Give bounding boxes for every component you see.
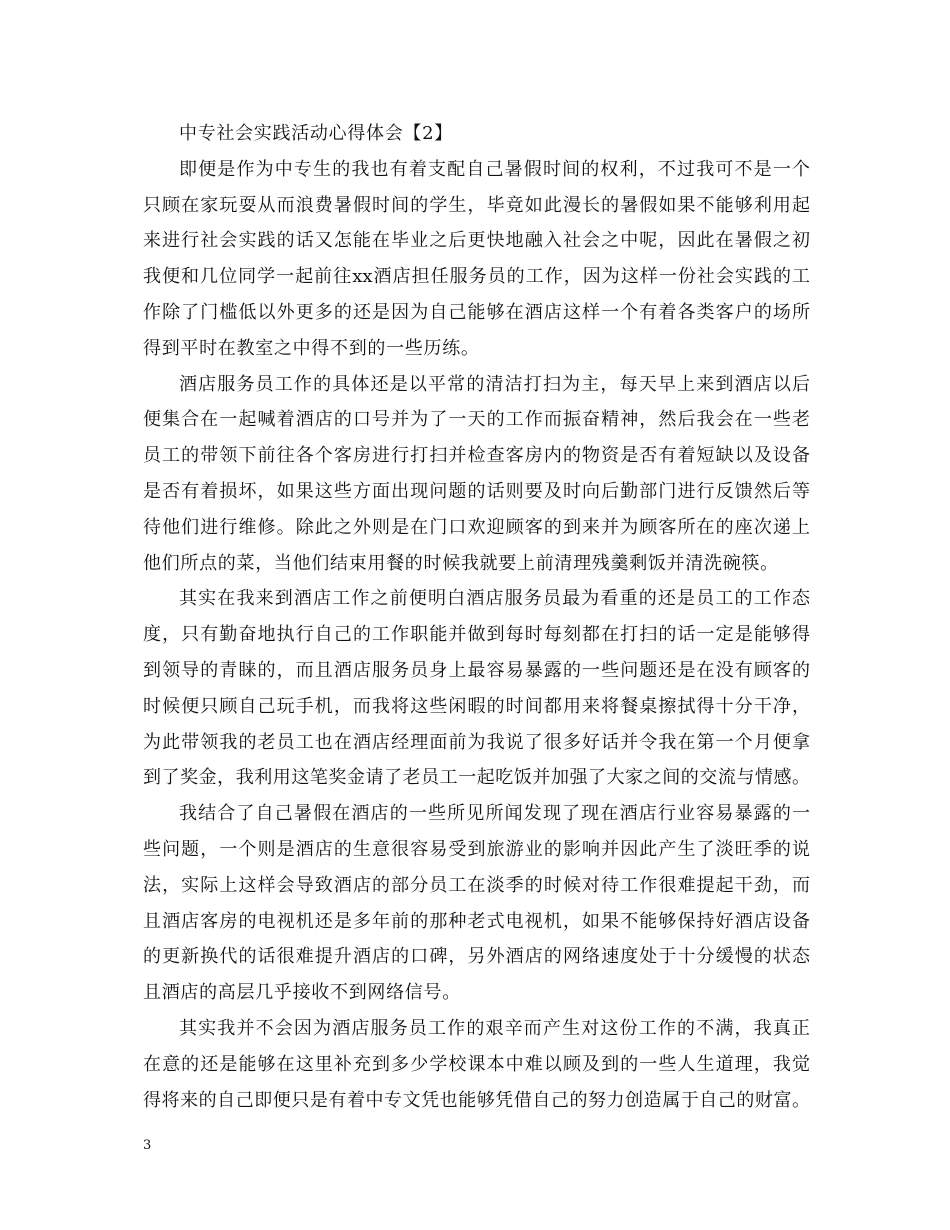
paragraph-line: 来进行社会实践的话又怎能在毕业之后更快地融入社会之中呢，因此在暑假之初 xyxy=(143,230,810,252)
paragraph-line: 待他们进行维修。除此之外则是在门口欢迎顾客的到来并为顾客所在的座次递上 xyxy=(143,516,810,538)
document-body xyxy=(143,116,810,1118)
page-number: 3 xyxy=(143,1138,152,1153)
paragraph-line: 法，实际上这样会导致酒店的部分员工在淡季的时候对待工作很难提起干劲，而 xyxy=(143,874,810,896)
paragraph-line: 作除了门槛低以外更多的还是因为自己能够在酒店这样一个有着各类客户的场所 xyxy=(143,301,810,323)
paragraph-line: 我结合了自己暑假在酒店的一些所见所闻发现了现在酒店行业容易暴露的一 xyxy=(179,803,810,825)
paragraph-3 xyxy=(143,581,810,796)
paragraph-2 xyxy=(143,367,810,582)
paragraph-line: 酒店服务员工作的具体还是以平常的清洁打扫为主，每天早上来到酒店以后 xyxy=(179,373,810,395)
paragraph-line: 为此带领我的老员工也在酒店经理面前为我说了很多好话并令我在第一个月便拿 xyxy=(143,731,810,753)
paragraph-line: 时候便只顾自己玩手机，而我将这些闲暇的时间都用来将餐桌擦拭得十分干净， xyxy=(143,695,810,717)
paragraph-line: 在意的还是能够在这里补充到多少学校课本中难以顾及到的一些人生道理，我觉 xyxy=(143,1053,810,1075)
document-title: 中专社会实践活动心得体会【2】 xyxy=(179,123,453,144)
paragraph-line: 其实我并不会因为酒店服务员工作的艰辛而产生对这份工作的不满，我真正 xyxy=(179,1017,810,1039)
paragraph-line: 其实在我来到酒店工作之前便明白酒店服务员最为看重的还是员工的工作态 xyxy=(179,588,810,610)
paragraph-1 xyxy=(143,152,810,367)
paragraph-4 xyxy=(143,796,810,1011)
paragraph-line: 他们所点的菜，当他们结束用餐的时候我就要上前清理残羹剩饭并清洗碗筷。 xyxy=(143,552,779,574)
paragraph-line: 是否有着损坏，如果这些方面出现问题的话则要及时向后勤部门进行反馈然后等 xyxy=(143,480,810,502)
paragraph-line: 到领导的青睐的，而且酒店服务员身上最容易暴露的一些问题还是在没有顾客的 xyxy=(143,659,810,681)
paragraph-line: 员工的带领下前往各个客房进行打扫并检查客房内的物资是否有着短缺以及设备 xyxy=(143,445,810,467)
paragraph-line: 且酒店客房的电视机还是多年前的那种老式电视机，如果不能够保持好酒店设备 xyxy=(143,910,810,932)
paragraph-line: 到了奖金，我利用这笔奖金请了老员工一起吃饭并加强了大家之间的交流与情感。 xyxy=(143,767,810,789)
paragraph-line: 些问题，一个则是酒店的生意很容易受到旅游业的影响并因此产生了淡旺季的说 xyxy=(143,838,810,860)
paragraph-line: 只顾在家玩耍从而浪费暑假时间的学生，毕竟如此漫长的暑假如果不能够利用起 xyxy=(143,194,810,216)
paragraph-line: 得将来的自己即便只是有着中专文凭也能够凭借自己的努力创造属于自己的财富。 xyxy=(143,1089,810,1111)
paragraph-line: 度，只有勤奋地执行自己的工作职能并做到每时每刻都在打扫的话一定是能够得 xyxy=(143,624,810,646)
paragraph-line: 我便和几位同学一起前往xx酒店担任服务员的工作，因为这样一份社会实践的工 xyxy=(143,266,810,288)
paragraph-line: 得到平时在教室之中得不到的一些历练。 xyxy=(143,337,480,359)
paragraph-line: 即便是作为中专生的我也有着支配自己暑假时间的权利，不过我可不是一个 xyxy=(179,158,810,180)
paragraph-line: 的更新换代的话很难提升酒店的口碑，另外酒店的网络速度处于十分缓慢的状态 xyxy=(143,946,810,968)
paragraph-5 xyxy=(143,1011,810,1118)
paragraph-line: 便集合在一起喊着酒店的口号并为了一天的工作而振奋精神，然后我会在一些老 xyxy=(143,409,810,431)
paragraph-line: 且酒店的高层几乎接收不到网络信号。 xyxy=(143,982,461,1004)
